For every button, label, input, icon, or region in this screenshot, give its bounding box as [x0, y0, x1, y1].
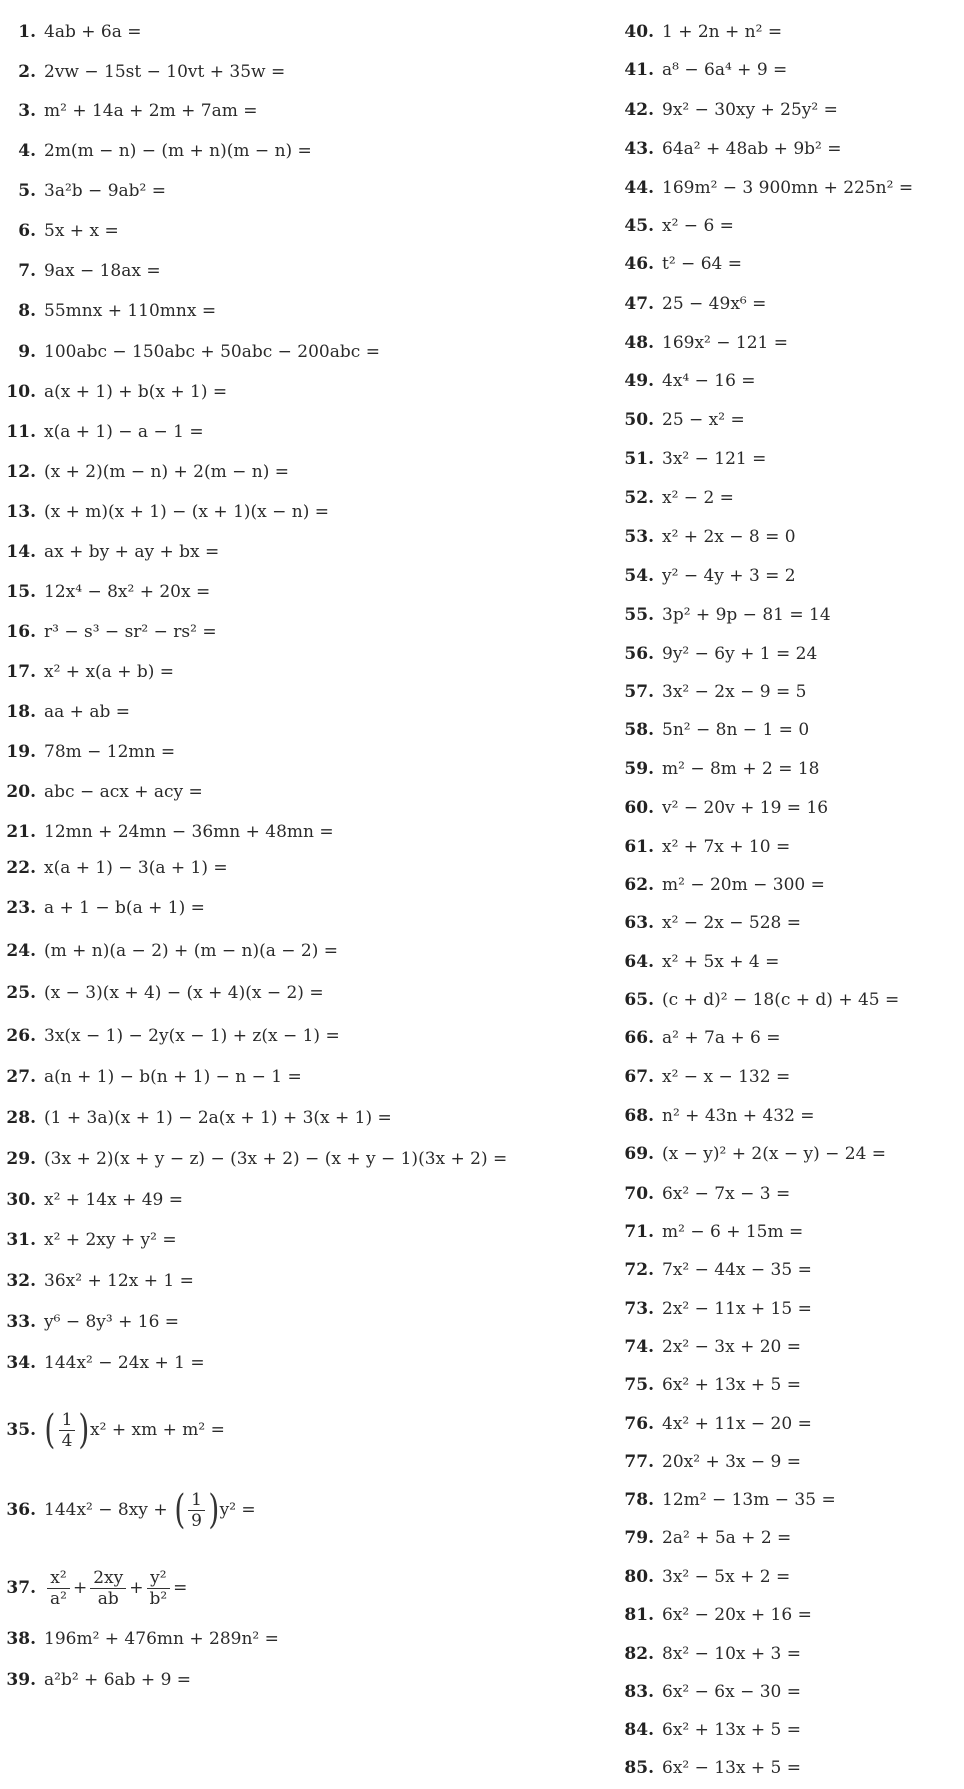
fraction-numerator: x² [47, 1568, 69, 1589]
exercise-number: 81. [624, 1605, 654, 1625]
exercise-number: 22. [6, 858, 36, 878]
exercise-item [0, 1669, 191, 1691]
exercise-number: 29. [6, 1149, 36, 1169]
exercise-number: 42. [624, 100, 654, 120]
exercise-expression: 3x(x − 1) − 2y(x − 1) + z(x − 1) = [44, 1026, 340, 1046]
exercise-number: 62. [624, 875, 654, 895]
exercise-expression: ax + by + ay + bx = [44, 542, 220, 562]
exercise-number: 84. [624, 1720, 654, 1740]
right-paren: ) [208, 1487, 220, 1533]
exercise-item [622, 989, 899, 1011]
exercise-item [0, 1484, 256, 1536]
exercise-number: 39. [6, 1670, 36, 1690]
exercise-item [0, 581, 210, 603]
exercise-number: 45. [624, 216, 654, 236]
exercise-number: 27. [6, 1067, 36, 1087]
exercise-expression: 144x² − 24x + 1 = [44, 1353, 205, 1373]
exercise-item [622, 1681, 801, 1703]
exercise-item [622, 138, 842, 160]
exercise-item [0, 982, 324, 1004]
exercise-expression: m² + 14a + 2m + 7am = [44, 101, 258, 121]
exercise-item [0, 61, 285, 83]
exercise-item [622, 59, 787, 81]
exercise-item [622, 332, 788, 354]
exercise-expression: t² − 64 = [662, 254, 742, 274]
exercise-item [0, 1562, 187, 1614]
exercise-expression: a²b² + 6ab + 9 = [44, 1670, 192, 1690]
exercise-number: 41. [624, 60, 654, 80]
exercise-number: 55. [624, 605, 654, 625]
exercise-item [0, 701, 130, 723]
exercise-expression: n² + 43n + 432 = [662, 1106, 815, 1126]
exercise-number: 65. [624, 990, 654, 1010]
exercise-number: 48. [624, 333, 654, 353]
exercise-item [622, 874, 825, 896]
exercise-expression: (1 + 3a)(x + 1) − 2a(x + 1) + 3(x + 1) = [44, 1108, 392, 1128]
exercise-number: 51. [624, 449, 654, 469]
exercise-expression: 25 − 49x⁶ = [662, 294, 767, 314]
fraction [146, 1568, 170, 1609]
fraction-numerator: 1 [59, 1410, 76, 1431]
exercise-expression: 6x² + 13x + 5 = [662, 1375, 802, 1395]
exercise-number: 72. [624, 1260, 654, 1280]
exercise-item [0, 1107, 392, 1129]
exercise-item [0, 461, 289, 483]
exercise-number: 52. [624, 488, 654, 508]
exercise-number: 15. [6, 582, 36, 602]
exercise-item [0, 180, 166, 202]
exercise-number: 6. [18, 221, 36, 241]
exercise-number: 11. [6, 422, 36, 442]
exercise-expression: 5n² − 8n − 1 = 0 [662, 720, 810, 740]
exercise-expression: 7x² − 44x − 35 = [662, 1260, 812, 1280]
exercise-item [0, 100, 258, 122]
plus-sign: + [129, 1578, 144, 1598]
exercise-number: 77. [624, 1452, 654, 1472]
exercise-item [0, 260, 161, 282]
exercise-item [0, 300, 216, 322]
exercise-item [622, 99, 838, 121]
exercise-expression: 4x² + 11x − 20 = [662, 1414, 812, 1434]
exercise-expression: (x + m)(x + 1) − (x + 1)(x − n) = [44, 502, 330, 522]
exercise-expression: 9y² − 6y + 1 = 24 [662, 644, 818, 664]
exercise-number: 21. [6, 822, 36, 842]
exercise-expression: 2x² − 3x + 20 = [662, 1337, 802, 1357]
exercise-expression: x² + 5x + 4 = [662, 952, 780, 972]
exercise-expression: m² − 20m − 300 = [662, 875, 825, 895]
exercise-item [0, 1189, 183, 1211]
exercise-item [622, 448, 766, 470]
exercise-expression: x² − x − 132 = [662, 1067, 791, 1087]
equals-sign: = [173, 1578, 188, 1598]
exercise-item [622, 836, 790, 858]
exercise-item [0, 857, 228, 879]
exercise-expression: 6x² + 13x + 5 = [662, 1720, 802, 1740]
exercise-number: 83. [624, 1682, 654, 1702]
exercise-number: 3. [18, 101, 36, 121]
right-paren: ) [78, 1407, 90, 1453]
exercise-expression: 3x² − 5x + 2 = [662, 1567, 791, 1587]
exercise-number: 76. [624, 1414, 654, 1434]
exercise-item [622, 797, 828, 819]
exercise-item [622, 1374, 801, 1396]
exercise-expression: 196m² + 476mn + 289n² = [44, 1629, 279, 1649]
exercise-item [622, 177, 913, 199]
left-paren: ( [173, 1487, 185, 1533]
exercise-item [622, 604, 831, 626]
exercise-expression: 2vw − 15st − 10vt + 35w = [44, 62, 286, 82]
exercise-expression: (c + d)² − 18(c + d) + 45 = [662, 990, 900, 1010]
exercise-number: 79. [624, 1528, 654, 1548]
exercise-number: 32. [6, 1271, 36, 1291]
exercise-expression: x(a + 1) − a − 1 = [44, 422, 204, 442]
exercise-item [622, 681, 806, 703]
exercise-item [0, 897, 205, 919]
exercise-expression: m² − 8m + 2 = 18 [662, 759, 820, 779]
exercise-expression: 9x² − 30xy + 25y² = [662, 100, 838, 120]
exercise-item [622, 1566, 790, 1588]
exercise-expression: x² + 2xy + y² = [44, 1230, 177, 1250]
exercise-number: 8. [18, 301, 36, 321]
exercise-item [0, 220, 119, 242]
fraction [47, 1568, 70, 1609]
fraction [90, 1568, 126, 1609]
exercise-item [0, 21, 141, 43]
exercise-expression: 4x⁴ − 16 = [662, 371, 756, 391]
exercise-item [0, 1025, 340, 1047]
exercise-number: 59. [624, 759, 654, 779]
fraction-numerator: 1 [188, 1490, 205, 1511]
exercise-expression: 4ab + 6a = [44, 22, 142, 42]
exercise-item [622, 409, 745, 431]
exercise-item [0, 781, 203, 803]
exercise-number: 70. [624, 1184, 654, 1204]
exercise-item [0, 1404, 225, 1456]
exercise-expression: 8x² − 10x + 3 = [662, 1644, 802, 1664]
exercise-item [622, 1757, 801, 1779]
exercise-expression: 3a²b − 9ab² = [44, 181, 166, 201]
exercise-item [622, 1643, 801, 1665]
exercise-expression: x² + x(a + b) = [44, 662, 175, 682]
exercise-number: 31. [6, 1230, 36, 1250]
exercise-expression: x(a + 1) − 3(a + 1) = [44, 858, 228, 878]
exercise-number: 69. [624, 1144, 654, 1164]
expression-prefix: 144x² − 8xy + [44, 1500, 168, 1520]
exercise-expression: v² − 20v + 19 = 16 [662, 798, 829, 818]
exercise-expression: 169x² − 121 = [662, 333, 788, 353]
exercise-expression: 12m² − 13m − 35 = [662, 1490, 836, 1510]
exercise-item [622, 1298, 812, 1320]
exercise-item [622, 912, 801, 934]
exercise-number: 37. [6, 1578, 36, 1598]
exercise-expression: 2m(m − n) − (m + n)(m − n) = [44, 141, 312, 161]
exercise-expression: (m + n)(a − 2) + (m − n)(a − 2) = [44, 941, 339, 961]
exercise-number: 63. [624, 913, 654, 933]
exercise-expression: x² − 2x − 528 = [662, 913, 802, 933]
fraction-denominator: b² [149, 1588, 168, 1609]
exercise-item [622, 21, 782, 43]
exercise-item [622, 1489, 836, 1511]
exercise-expression [44, 1562, 187, 1614]
fraction [188, 1490, 205, 1531]
exercise-number: 2. [18, 62, 36, 82]
exercise-expression: (3x + 2)(x + y − z) − (3x + 2) − (x + y − 1)(3x + 2) = [44, 1149, 508, 1169]
exercise-expression: abc − acx + acy = [44, 782, 203, 802]
exercise-item [622, 487, 734, 509]
exercise-number: 61. [624, 837, 654, 857]
exercise-item [622, 1451, 801, 1473]
exercise-number: 64. [624, 952, 654, 972]
exercise-expression: y² − 4y + 3 = 2 [662, 566, 796, 586]
exercise-item [0, 341, 380, 363]
exercise-number: 19. [6, 742, 36, 762]
exercise-expression: 169m² − 3 900mn + 225n² = [662, 178, 914, 198]
fraction-denominator: ab [97, 1588, 119, 1609]
exercise-number: 73. [624, 1299, 654, 1319]
exercise-number: 56. [624, 644, 654, 664]
exercise-item [622, 1336, 801, 1358]
exercise-number: 71. [624, 1222, 654, 1242]
exercise-expression: x² − 2 = [662, 488, 734, 508]
exercise-number: 12. [6, 462, 36, 482]
exercise-number: 36. [6, 1500, 36, 1520]
exercise-expression: a² + 7a + 6 = [662, 1028, 781, 1048]
fraction [59, 1410, 76, 1451]
exercise-number: 74. [624, 1337, 654, 1357]
exercise-expression: a + 1 − b(a + 1) = [44, 898, 205, 918]
exercise-item [622, 1183, 790, 1205]
exercise-expression: 6x² − 13x + 5 = [662, 1758, 802, 1778]
exercise-item [0, 1270, 194, 1292]
exercise-item [622, 293, 766, 315]
exercise-expression: r³ − s³ − sr² − rs² = [44, 622, 217, 642]
exercise-item [0, 1066, 302, 1088]
exercise-item [0, 501, 329, 523]
exercise-number: 25. [6, 983, 36, 1003]
exercise-expression: 78m − 12mn = [44, 742, 176, 762]
exercise-item [0, 541, 219, 563]
exercise-number: 14. [6, 542, 36, 562]
exercise-expression: 20x² + 3x − 9 = [662, 1452, 802, 1472]
exercise-item [622, 1105, 815, 1127]
exercise-expression: 1 + 2n + n² = [662, 22, 783, 42]
exercise-expression: m² − 6 + 15m = [662, 1222, 804, 1242]
exercise-expression [44, 1484, 256, 1536]
exercise-number: 58. [624, 720, 654, 740]
exercise-expression [44, 1404, 225, 1456]
exercise-item [0, 621, 217, 643]
exercise-item [0, 421, 204, 443]
exercise-expression: 6x² − 6x − 30 = [662, 1682, 802, 1702]
exercise-number: 46. [624, 254, 654, 274]
fraction-denominator: 9 [191, 1510, 202, 1531]
exercise-item [622, 1221, 803, 1243]
exercise-number: 47. [624, 294, 654, 314]
exercise-expression: (x + 2)(m − n) + 2(m − n) = [44, 462, 290, 482]
exercise-expression: 3x² − 2x − 9 = 5 [662, 682, 807, 702]
exercise-item [622, 526, 796, 548]
exercise-number: 40. [624, 22, 654, 42]
exercise-number: 35. [6, 1420, 36, 1440]
exercise-item [0, 381, 227, 403]
exercise-item [0, 1229, 177, 1251]
exercise-number: 49. [624, 371, 654, 391]
expression-rest: x² + xm + m² = [90, 1420, 225, 1440]
exercise-number: 53. [624, 527, 654, 547]
exercise-item [622, 1143, 886, 1165]
exercise-expression: 6x² − 20x + 16 = [662, 1605, 812, 1625]
exercise-expression: 12mn + 24mn − 36mn + 48mn = [44, 822, 334, 842]
exercise-number: 23. [6, 898, 36, 918]
exercise-expression: 25 − x² = [662, 410, 745, 430]
exercise-expression: 3x² − 121 = [662, 449, 767, 469]
exercise-expression: a⁸ − 6a⁴ + 9 = [662, 60, 788, 80]
exercise-number: 82. [624, 1644, 654, 1664]
fraction-numerator: y² [147, 1568, 169, 1589]
exercise-number: 1. [18, 22, 36, 42]
exercise-item [622, 1527, 791, 1549]
exercise-number: 16. [6, 622, 36, 642]
exercise-item [0, 1352, 205, 1374]
exercise-expression: a(x + 1) + b(x + 1) = [44, 382, 228, 402]
exercise-number: 66. [624, 1028, 654, 1048]
exercise-item [0, 661, 174, 683]
exercise-number: 80. [624, 1567, 654, 1587]
exercise-item [0, 1311, 179, 1333]
exercise-expression: x² + 7x + 10 = [662, 837, 791, 857]
exercise-number: 78. [624, 1490, 654, 1510]
fraction-denominator: 4 [61, 1430, 73, 1451]
exercise-expression: 3p² + 9p − 81 = 14 [662, 605, 831, 625]
exercise-item [622, 565, 796, 587]
exercise-expression: 6x² − 7x − 3 = [662, 1184, 791, 1204]
exercise-item [622, 758, 819, 780]
exercise-expression: a(n + 1) − b(n + 1) − n − 1 = [44, 1067, 302, 1087]
exercise-number: 28. [6, 1108, 36, 1128]
exercise-item [622, 719, 809, 741]
exercise-expression: 2x² − 11x + 15 = [662, 1299, 812, 1319]
exercise-expression: 100abc − 150abc + 50abc − 200abc = [44, 342, 380, 362]
exercise-number: 67. [624, 1067, 654, 1087]
exercise-number: 34. [6, 1353, 36, 1373]
exercise-number: 9. [18, 342, 36, 362]
exercise-number: 18. [6, 702, 36, 722]
exercise-expression: (x − 3)(x + 4) − (x + 4)(x − 2) = [44, 983, 324, 1003]
exercise-item [622, 1604, 812, 1626]
exercise-expression: 12x⁴ − 8x² + 20x = [44, 582, 211, 602]
exercise-number: 75. [624, 1375, 654, 1395]
exercise-expression: x² + 14x + 49 = [44, 1190, 184, 1210]
exercise-expression: 64a² + 48ab + 9b² = [662, 139, 842, 159]
exercise-number: 33. [6, 1312, 36, 1332]
exercise-item [0, 821, 334, 843]
exercise-number: 57. [624, 682, 654, 702]
exercise-number: 4. [18, 141, 36, 161]
exercise-number: 38. [6, 1629, 36, 1649]
exercise-number: 30. [6, 1190, 36, 1210]
exercise-expression: x² + 2x − 8 = 0 [662, 527, 796, 547]
exercise-number: 5. [18, 181, 36, 201]
exercise-item [622, 643, 817, 665]
exercise-expression: 2a² + 5a + 2 = [662, 1528, 792, 1548]
exercise-item [0, 1148, 507, 1170]
exercise-number: 50. [624, 410, 654, 430]
exercise-number: 44. [624, 178, 654, 198]
exercise-item [622, 370, 756, 392]
exercise-number: 68. [624, 1106, 654, 1126]
exercise-number: 13. [6, 502, 36, 522]
exercise-item [622, 951, 779, 973]
exercise-expression: x² − 6 = [662, 216, 734, 236]
exercise-expression: 55mnx + 110mnx = [44, 301, 217, 321]
exercise-item [622, 1259, 812, 1281]
expression-rest: y² = [219, 1500, 256, 1520]
exercise-number: 20. [6, 782, 36, 802]
left-paren: ( [44, 1407, 56, 1453]
exercise-item [622, 1066, 790, 1088]
exercise-item [622, 253, 742, 275]
exercise-expression: 36x² + 12x + 1 = [44, 1271, 194, 1291]
exercise-number: 24. [6, 941, 36, 961]
exercise-number: 10. [6, 382, 36, 402]
exercise-expression: 9ax − 18ax = [44, 261, 161, 281]
exercise-expression: 5x + x = [44, 221, 119, 241]
plus-sign: + [72, 1578, 88, 1598]
exercise-item [622, 1413, 812, 1435]
fraction-denominator: a² [50, 1588, 67, 1609]
exercise-item [0, 1628, 279, 1650]
exercise-expression: (x − y)² + 2(x − y) − 24 = [662, 1144, 887, 1164]
exercise-item [622, 1027, 780, 1049]
exercise-number: 26. [6, 1026, 36, 1046]
exercise-item [622, 215, 734, 237]
exercise-expression: aa + ab = [44, 702, 130, 722]
exercise-number: 17. [6, 662, 36, 682]
exercise-number: 85. [624, 1758, 654, 1778]
fraction-numerator: 2xy [90, 1568, 126, 1589]
exercise-number: 54. [624, 566, 654, 586]
exercise-number: 7. [18, 261, 36, 281]
exercise-item [0, 741, 175, 763]
exercise-expression: y⁶ − 8y³ + 16 = [44, 1312, 180, 1332]
exercise-item [0, 140, 312, 162]
exercise-item [622, 1719, 801, 1741]
exercise-number: 60. [624, 798, 654, 818]
exercise-item [0, 940, 338, 962]
exercise-number: 43. [624, 139, 654, 159]
